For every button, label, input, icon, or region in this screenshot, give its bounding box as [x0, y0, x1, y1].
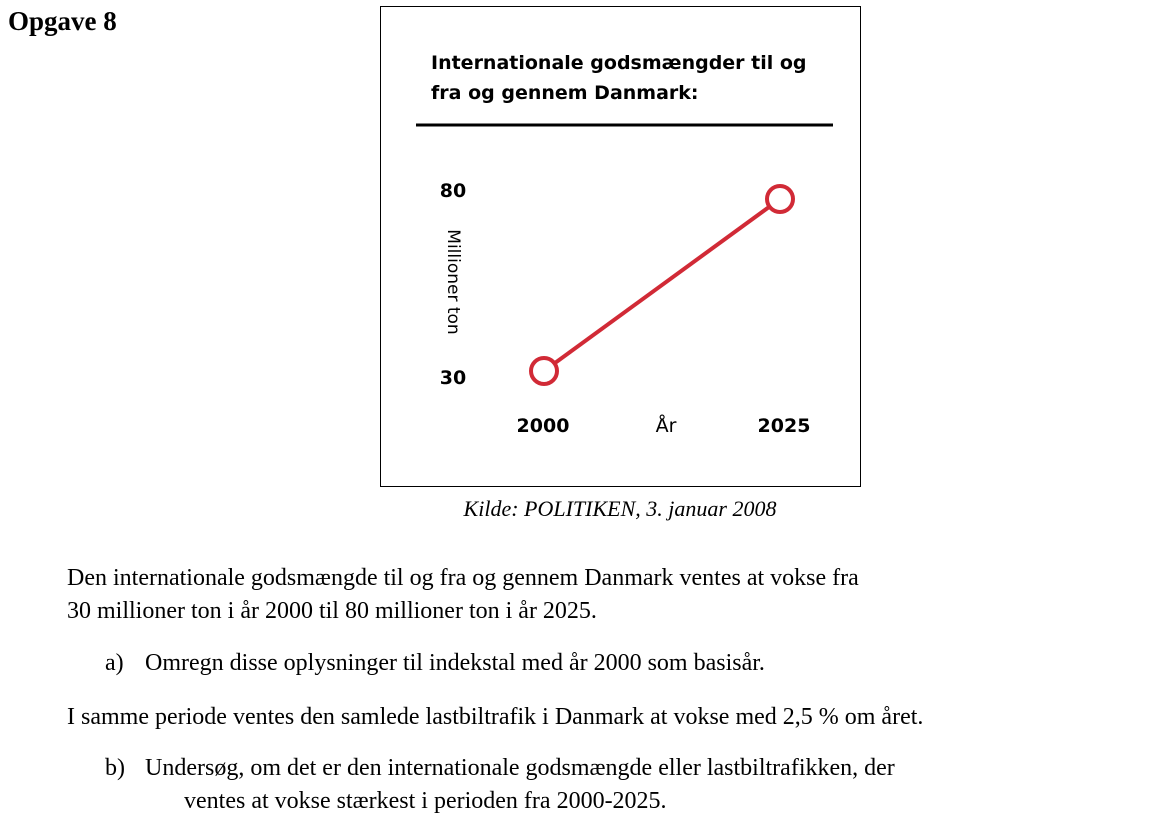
truck-traffic-paragraph: I samme periode ventes den samlede lastbiltrafik i Danmark at vokse med 2,5 % om året.: [67, 704, 924, 730]
source-caption: Kilde: POLITIKEN, 3. januar 2008: [463, 496, 777, 521]
intro-line-2: 30 millioner ton i år 2000 til 80 millioner ton i år 2025.: [67, 598, 597, 624]
question-b: [105, 752, 895, 818]
series-line-0: [544, 199, 780, 371]
intro-paragraph: [67, 562, 859, 628]
question-b-label: b): [105, 755, 125, 781]
question-a-text: Omregn disse oplysninger til indekstal med år 2000 som basisår.: [145, 650, 765, 676]
question-b-line-1: Undersøg, om det er den internationale godsmængde eller lastbiltrafikken, der: [145, 755, 895, 781]
chart-title-line2: fra og gennem Danmark:: [431, 82, 699, 104]
y-tick-label-80: 80: [439, 180, 467, 202]
x-axis-label: År: [655, 415, 677, 437]
line-chart: [381, 7, 862, 488]
intro-line-1: Den internationale godsmængde til og fra og gennem Danmark ventes at vokse fra: [67, 565, 859, 591]
y-tick-label-30: 30: [439, 367, 467, 389]
y-axis-label: Millioner ton: [443, 229, 463, 335]
question-a: [105, 650, 765, 677]
plot-area: [531, 186, 793, 384]
question-b-line-2: ventes at vokse stærkest i perioden fra 2000-2025.: [184, 788, 667, 814]
data-point-2000: [531, 358, 557, 384]
data-point-2025: [767, 186, 793, 212]
chart-frame: [380, 6, 861, 487]
chart-title-line1: Internationale godsmængder til og: [431, 52, 807, 74]
x-tick-label-2025: 2025: [757, 415, 811, 437]
exercise-heading: Opgave 8: [8, 6, 117, 36]
question-a-label: a): [105, 650, 124, 676]
x-tick-label-2000: 2000: [516, 415, 570, 437]
